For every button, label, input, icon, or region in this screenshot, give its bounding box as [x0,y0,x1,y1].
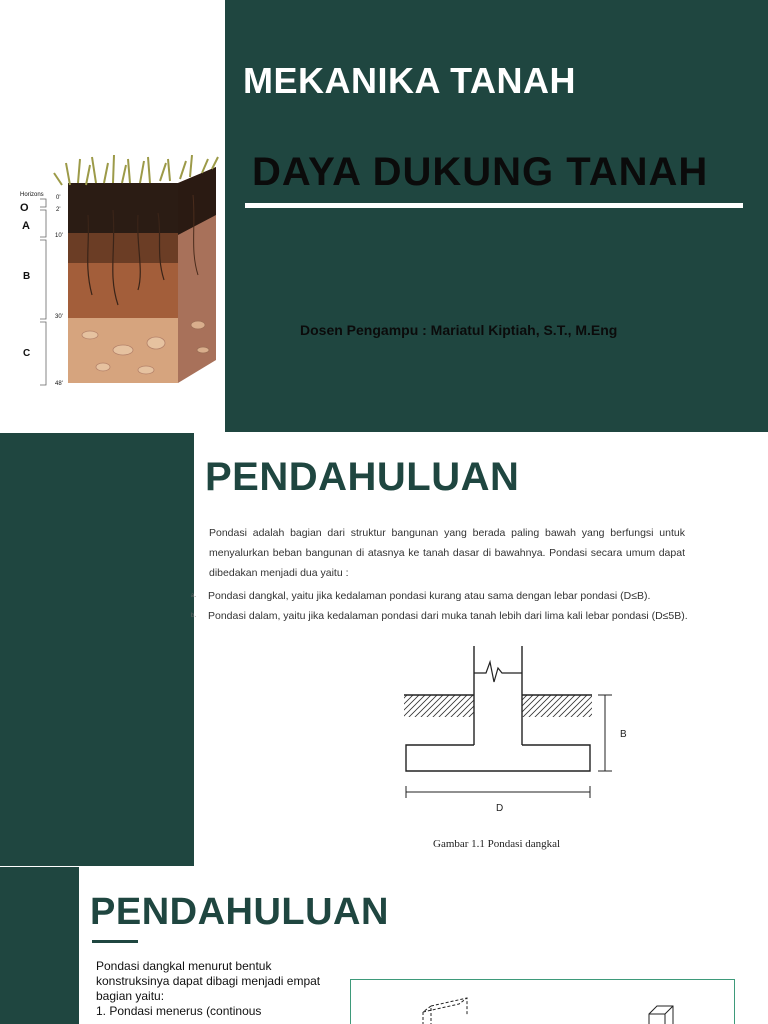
svg-text:B: B [23,271,31,282]
svg-text:B: B [620,729,627,740]
slide-pendahuluan-1 [0,433,768,866]
subtitle-underline [245,203,743,208]
svg-text:A: A [22,220,30,232]
list-item-text: Pondasi dalam, yaitu jika kedalaman pondasi dari muka tanah lebih dari lima kali lebar pondasi (D≤5B). [208,610,688,622]
figure-caption: Gambar 1.1 Pondasi dangkal [433,838,561,850]
slide-title [0,0,768,432]
slide-subtitle-text: DAYA DUKUNG TANAH [252,150,709,194]
shallow-foundation-diagram [398,638,638,818]
list-item-text: Pondasi dangkal, yaitu jika kedalaman pondasi kurang atau sama dengan lebar pondasi (D≤B). [208,590,651,602]
slide-title-text: MEKANIKA TANAH [243,60,576,101]
svg-text:0': 0' [56,195,61,201]
body-text: Pondasi dangkal menurut bentuk konstruksinya dapat dibagi menjadi empat bagian yaitu: [96,959,321,1003]
svg-text:D: D [496,803,504,814]
svg-text:2': 2' [56,207,61,213]
svg-text:10': 10' [55,233,63,239]
intro-paragraph: Pondasi adalah bagian dari struktur bangunan yang berada paling bawah yang berfungsi untuk menyalurkan beban bangunan di atasnya ke tanah dasar di bawahnya. Pondasi secara umum dapat dibedakan menjadi dua yaitu : [209,527,685,579]
list-marker: a. [191,593,197,599]
slide-pendahuluan-2 [0,867,768,1024]
list-item [191,606,688,626]
foundation-figure-box [350,979,735,1024]
list-marker: b. [191,613,197,619]
heading-underline [92,940,138,943]
section-heading: PENDAHULUAN [205,455,520,499]
list-item [191,586,688,606]
list-item: 1. Pondasi menerus (continous [96,1004,262,1018]
svg-text:O: O [20,202,29,214]
svg-text:Horizons: Horizons [20,192,44,198]
svg-text:30': 30' [55,314,63,320]
side-panel [0,433,197,866]
svg-text:48': 48' [55,381,63,387]
soil-profile-illustration [18,155,223,395]
foundation-forms-list [96,1004,336,1019]
svg-text:C: C [23,348,31,359]
foundation-types-list [191,586,688,626]
lecturer-text: Dosen Pengampu : Mariatul Kiptiah, S.T., M.Eng [300,322,618,338]
side-panel [0,867,79,1024]
section-heading: PENDAHULUAN [90,891,389,933]
